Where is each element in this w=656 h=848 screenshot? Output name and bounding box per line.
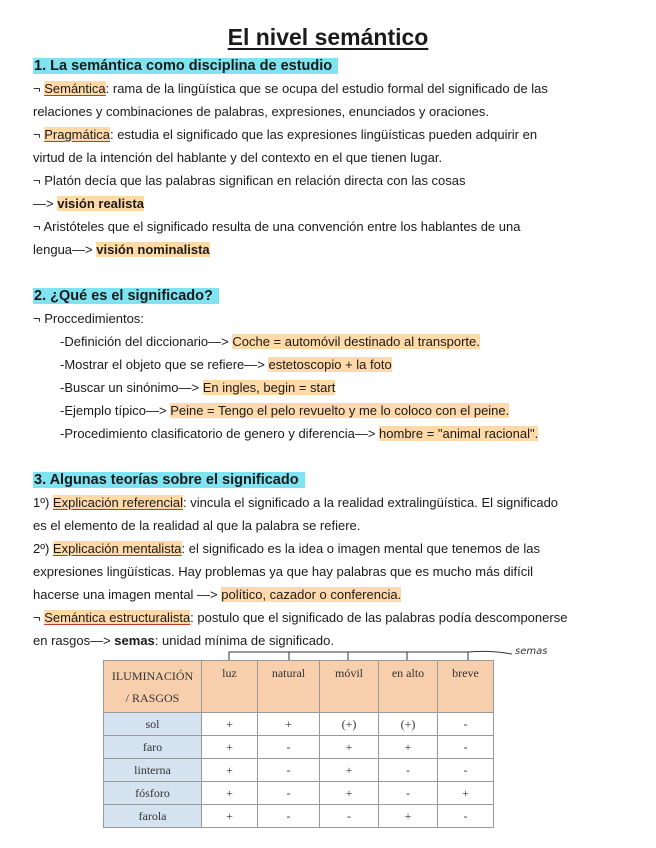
table-col-header: en alto [379,661,438,713]
s3-line-3 [33,540,540,558]
table-row-header: sol [104,713,202,736]
table-cell: (+) [379,713,438,736]
table-cell: + [379,736,438,759]
table-cell: - [258,736,320,759]
s2-item-4-example: Peine = Tengo el pelo revuelto y me lo coloco con el peine. [170,403,510,418]
table-row-header: faro [104,736,202,759]
section-2-heading-text: 2. ¿Qué es el significado? [33,288,219,304]
term-semantica-estructuralista: Semántica estructuralista [44,610,191,625]
s2-item-4-pre: -Ejemplo típico—> [60,403,171,418]
s3-line-6 [33,609,567,627]
s1-line-1: ¬ Semántica: rama de la lingüística que se ocupa del estudio formal del significado de las [33,81,548,96]
table-cell: + [202,736,258,759]
section-1-heading [33,57,338,75]
s3-line-3-num: 2º) [33,541,53,556]
s3-line-7-text: : unidad mínima de significado. [154,633,334,648]
table-col-header: luz [202,661,258,713]
s2-item-3-pre: -Buscar un sinónimo—> [60,380,203,395]
s2-item-5-example: hombre = "animal racional". [379,426,539,441]
s2-item-1-pre: -Definición del diccionario—> [60,334,233,349]
table-row [104,805,494,828]
term-semas: semas [114,633,155,648]
term-pragmatica: Pragmática [44,127,110,142]
table-col-header: breve [438,661,494,713]
table-cell: - [438,805,494,828]
term-explicacion-referencial: Explicación referencial [52,495,183,510]
s2-item-2-pre: -Mostrar el objeto que se refiere—> [60,357,269,372]
s1-line-3-text: : estudia el significado que las expresiones lingüísticas pueden adquirir en [109,127,538,142]
s1-line-8-pre: lengua—> [33,242,97,257]
vision-realista: visión realista [57,196,144,211]
table-cell: + [202,759,258,782]
table-cell: + [438,782,494,805]
table-row-header: linterna [104,759,202,782]
table-cell: - [258,759,320,782]
table-row-header: fósforo [104,782,202,805]
section-3-heading-text: 3. Algunas teorías sobre el significado [33,472,305,488]
s3-line-4: expresiones lingüísticas. Hay problemas ya que hay palabras que es mucho más difícil [33,564,534,579]
s2-item-1 [60,333,480,351]
s3-line-5 [33,586,401,604]
table-cell: (+) [320,713,379,736]
term-semantica: Semántica [44,81,106,96]
s2-item-5 [60,425,538,443]
s1-line-6 [33,195,144,213]
s2-item-5-pre: -Procedimiento clasificatorio de genero y diferencia—> [60,426,380,441]
vision-nominalista: visión nominalista [96,242,210,257]
bracket-arrow [468,651,512,654]
page-title: El nivel semántico [227,24,429,50]
semantic-features-table [103,660,494,828]
table-cell: - [438,759,494,782]
s3-line-3-text: : el significado es la idea o imagen mental que tenemos de las [181,541,540,556]
section-2-heading [33,287,219,305]
table-corner-header [104,661,202,713]
table-cell: + [379,805,438,828]
s3-line-6-text: : postulo que el significado de las palabras podía descomponerse [190,610,568,625]
table-cell: - [379,759,438,782]
s1-line-5: ¬ Platón decía que las palabras significan en relación directa con las cosas [33,173,466,188]
s2-item-4 [60,402,509,420]
s2-item-2-example: estetoscopio + la foto [268,357,392,372]
table-cell: - [438,713,494,736]
s3-line-2: es el elemento de la realidad al que la palabra se refiere. [33,518,361,533]
s2-item-1-example: Coche = automóvil destinado al transporte. [232,334,480,349]
table-row [104,759,494,782]
s1-line-3: ¬ Pragmática: estudia el significado que las expresiones lingüísticas pueden adquirir en [33,127,538,142]
semas-handwritten-note: semas [515,646,548,657]
table-cell: - [438,736,494,759]
table-cell: - [258,782,320,805]
table-cell: + [320,736,379,759]
table-header-row [104,661,494,713]
table-row [104,736,494,759]
s2-item-2 [60,356,392,374]
table-col-header: móvil [320,661,379,713]
table-cell: + [320,782,379,805]
s2-item-3 [60,379,335,397]
table-row [104,713,494,736]
s3-line-7 [33,632,334,650]
s3-line-5-pre: hacerse una imagen mental —> [33,587,222,602]
table-cell: + [202,713,258,736]
table-cell: + [258,713,320,736]
table-cell: - [320,805,379,828]
table-col-header: natural [258,661,320,713]
table-row-header: farola [104,805,202,828]
s3-line-1-num: 1º) [33,495,53,510]
table-cell: - [379,782,438,805]
s1-line-1-text: : rama de la lingüística que se ocupa del estudio formal del significado de las [105,81,548,96]
table-cell: + [202,782,258,805]
table-row [104,782,494,805]
s2-intro: ¬ Proccedimientos: [33,311,144,326]
corner-line-2: / RASGOS [125,690,180,705]
table-cell: + [320,759,379,782]
s1-line-8 [33,241,210,259]
s1-line-7: ¬ Aristóteles que el significado resulta de una convención entre los hablantes de una [33,219,521,234]
s3-line-6-pre: ¬ [33,610,45,625]
corner-line-1: ILUMINACIÓN [111,668,194,683]
s2-item-3-example: En ingles, begin = start [202,380,336,395]
table-cell: + [202,805,258,828]
s3-line-7-pre: en rasgos—> [33,633,115,648]
s3-line-1 [33,494,558,512]
s3-line-5-example: político, cazador o conferencia. [221,587,402,602]
arrow-text: —> [33,196,58,211]
s1-line-2: relaciones y combinaciones de palabras, expresiones, enunciados y oraciones. [33,104,489,119]
s1-line-4: virtud de la intención del hablante y del contexto en el que tienen lugar. [33,150,443,165]
s3-line-1-text: : vincula el significado a la realidad extralingüística. El significado [183,495,559,510]
section-3-heading [33,471,305,489]
table-cell: - [258,805,320,828]
term-explicacion-mentalista: Explicación mentalista [52,541,182,556]
section-1-heading-text: 1. La semántica como disciplina de estudio [33,58,338,74]
